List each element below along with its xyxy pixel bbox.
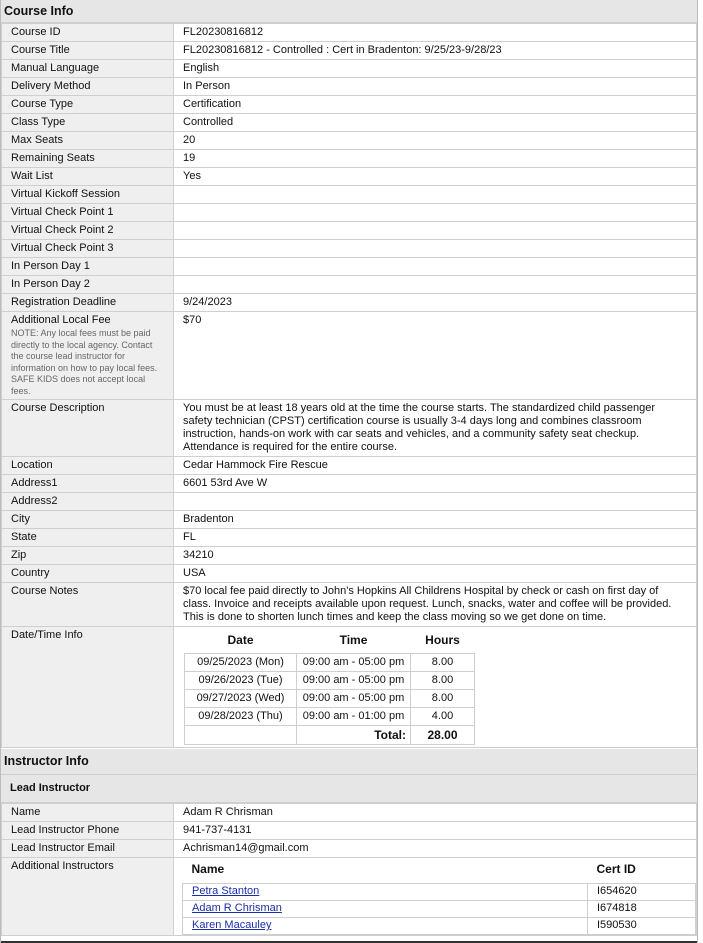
row-value: Controlled <box>174 114 697 132</box>
date-header: Date <box>227 633 254 647</box>
address1-row <box>2 475 697 493</box>
lead-instructor-header: Lead Instructor <box>1 775 697 803</box>
row-value: FL20230816812 - Controlled : Cert in Bradenton: 9/25/23-9/28/23 <box>174 42 697 60</box>
schedule-hours: 8.00 <box>411 690 475 708</box>
manual-language-row <box>2 60 697 78</box>
row-value: Adam R Chrisman <box>174 804 697 822</box>
time-header: Time <box>339 633 368 647</box>
row-label: City <box>2 511 174 529</box>
schedule-hours: 4.00 <box>411 708 475 726</box>
additional-instructors-row <box>2 858 697 936</box>
row-label: Country <box>2 565 174 583</box>
course-description-text: You must be at least 18 years old at the time the course starts. The standardized child passenger safety technician (CPST) certification course is usually 3-4 days long and combines classroom instruction, hands-on work with car seats and vehicles, and a community safety seat checkup. Attendance is required for the entire course. <box>174 400 697 457</box>
row-label: Virtual Kickoff Session <box>2 186 174 204</box>
row-value <box>174 204 697 222</box>
schedule-time: 09:00 am - 05:00 pm <box>297 690 411 708</box>
row-label: In Person Day 2 <box>2 276 174 294</box>
row-value <box>174 258 697 276</box>
remaining-seats-row <box>2 150 697 168</box>
row-label: Virtual Check Point 1 <box>2 204 174 222</box>
schedule-total-row <box>185 726 475 745</box>
wait-list-row <box>2 168 697 186</box>
row-value <box>174 493 697 511</box>
row-value <box>174 240 697 258</box>
instructor-name-cell <box>183 884 588 901</box>
row-value: FL20230816812 <box>174 24 697 42</box>
registration-deadline-row <box>2 294 697 312</box>
local-fee-label: Additional Local Fee <box>11 314 111 326</box>
row-label: Remaining Seats <box>2 150 174 168</box>
row-label: Course Title <box>2 42 174 60</box>
local-fee-note: NOTE: Any local fees must be paid directly to the local agency. Contact the course lead instructor for information on how to pay local fees. SAFE KIDS does not accept local fees. <box>11 328 158 396</box>
row-label: State <box>2 529 174 547</box>
in-person-day-1-row <box>2 258 697 276</box>
row-value: Bradenton <box>174 511 697 529</box>
instructor-email-row <box>2 840 697 858</box>
row-label: Address1 <box>2 475 174 493</box>
row-label: In Person Day 1 <box>2 258 174 276</box>
datetime-row <box>2 627 697 748</box>
row-label: Manual Language <box>2 60 174 78</box>
schedule-date: 09/26/2023 (Tue) <box>185 672 297 690</box>
name-header: Name <box>191 862 225 876</box>
instructor-cert-id: I590530 <box>588 918 696 935</box>
course-description-row <box>2 400 697 457</box>
schedule-table <box>184 632 475 745</box>
schedule-hours: 8.00 <box>411 672 475 690</box>
address2-row <box>2 493 697 511</box>
row-value: 9/24/2023 <box>174 294 697 312</box>
row-label: Lead Instructor Phone <box>2 822 174 840</box>
instructor-cert-id: I654620 <box>588 884 696 901</box>
country-row <box>2 565 697 583</box>
row-label: Registration Deadline <box>2 294 174 312</box>
schedule-row <box>185 654 475 672</box>
hours-header: Hours <box>425 633 460 647</box>
virtual-checkpoint-3-row <box>2 240 697 258</box>
row-value: 20 <box>174 132 697 150</box>
virtual-checkpoint-1-row <box>2 204 697 222</box>
schedule-date: 09/27/2023 (Wed) <box>185 690 297 708</box>
row-label: Max Seats <box>2 132 174 150</box>
row-label: Course Description <box>2 400 174 457</box>
course-title-row <box>2 42 697 60</box>
virtual-kickoff-row <box>2 186 697 204</box>
instructor-phone-row <box>2 822 697 840</box>
course-notes-text: $70 local fee paid directly to John's Hopkins All Childrens Hospital by check or cash on first day of class. Invoice and receipts available upon request. Lunch, snacks, water and coffee will be provided. This is done to shorten lunch times and keep the class moving so we get done on time. <box>174 583 697 627</box>
row-value: Certification <box>174 96 697 114</box>
instructor-link[interactable]: Adam R Chrisman <box>192 902 282 914</box>
instructor-info-header: Instructor Info <box>1 749 697 775</box>
row-label: Address2 <box>2 493 174 511</box>
instructor-cert-id: I674818 <box>588 901 696 918</box>
instructor-row <box>183 918 696 935</box>
course-info-header: Course Info <box>1 0 697 23</box>
row-label: Name <box>2 804 174 822</box>
additional-instructors-cell <box>174 858 697 936</box>
schedule-row <box>185 672 475 690</box>
row-value: 6601 53rd Ave W <box>174 475 697 493</box>
row-value <box>174 222 697 240</box>
row-value: 34210 <box>174 547 697 565</box>
total-hours: 28.00 <box>411 726 475 745</box>
row-value: 19 <box>174 150 697 168</box>
row-value: USA <box>174 565 697 583</box>
row-label: Date/Time Info <box>2 627 174 748</box>
total-label: Total: <box>297 726 411 745</box>
row-label: Lead Instructor Email <box>2 840 174 858</box>
row-label: Wait List <box>2 168 174 186</box>
row-label: Additional Instructors <box>2 858 174 936</box>
row-value <box>174 186 697 204</box>
local-fee-value: $70 <box>174 312 697 400</box>
course-type-row <box>2 96 697 114</box>
city-row <box>2 511 697 529</box>
schedule-date: 09/25/2023 (Mon) <box>185 654 297 672</box>
schedule-time: 09:00 am - 01:00 pm <box>297 708 411 726</box>
row-value: Yes <box>174 168 697 186</box>
instructor-name-row <box>2 804 697 822</box>
zip-row <box>2 547 697 565</box>
additional-instructors-table <box>182 860 696 935</box>
row-value: Achrisman14@gmail.com <box>174 840 697 858</box>
instructor-name-cell <box>183 901 588 918</box>
instructor-link[interactable]: Petra Stanton <box>192 885 260 897</box>
course-notes-row <box>2 583 697 627</box>
instructor-link[interactable]: Karen Macauley <box>192 919 272 931</box>
course-info-table <box>1 23 697 748</box>
row-value: Cedar Hammock Fire Rescue <box>174 457 697 475</box>
cert-id-header: Cert ID <box>596 862 636 876</box>
row-label: Course ID <box>2 24 174 42</box>
row-label: Location <box>2 457 174 475</box>
row-label: Class Type <box>2 114 174 132</box>
row-value: 941-737-4131 <box>174 822 697 840</box>
virtual-checkpoint-2-row <box>2 222 697 240</box>
row-value: FL <box>174 529 697 547</box>
datetime-cell <box>174 627 697 748</box>
instructor-row <box>183 884 696 901</box>
instructor-name-cell <box>183 918 588 935</box>
schedule-time: 09:00 am - 05:00 pm <box>297 672 411 690</box>
instructor-info-table <box>1 803 697 936</box>
schedule-date: 09/28/2023 (Thu) <box>185 708 297 726</box>
in-person-day-2-row <box>2 276 697 294</box>
instructors-header-row <box>183 860 696 884</box>
local-fee-row <box>2 312 697 400</box>
course-id-row <box>2 24 697 42</box>
row-value: English <box>174 60 697 78</box>
local-fee-label-cell <box>2 312 174 400</box>
schedule-row <box>185 690 475 708</box>
state-row <box>2 529 697 547</box>
row-label: Delivery Method <box>2 78 174 96</box>
row-label: Course Notes <box>2 583 174 627</box>
schedule-hours: 8.00 <box>411 654 475 672</box>
row-value <box>174 276 697 294</box>
row-label: Virtual Check Point 3 <box>2 240 174 258</box>
location-row <box>2 457 697 475</box>
row-label: Zip <box>2 547 174 565</box>
schedule-row <box>185 708 475 726</box>
schedule-time: 09:00 am - 05:00 pm <box>297 654 411 672</box>
schedule-header-row <box>185 632 475 654</box>
class-type-row <box>2 114 697 132</box>
max-seats-row <box>2 132 697 150</box>
delivery-method-row <box>2 78 697 96</box>
instructor-row <box>183 901 696 918</box>
row-value: In Person <box>174 78 697 96</box>
total-spacer <box>185 726 297 745</box>
row-label: Virtual Check Point 2 <box>2 222 174 240</box>
row-label: Course Type <box>2 96 174 114</box>
